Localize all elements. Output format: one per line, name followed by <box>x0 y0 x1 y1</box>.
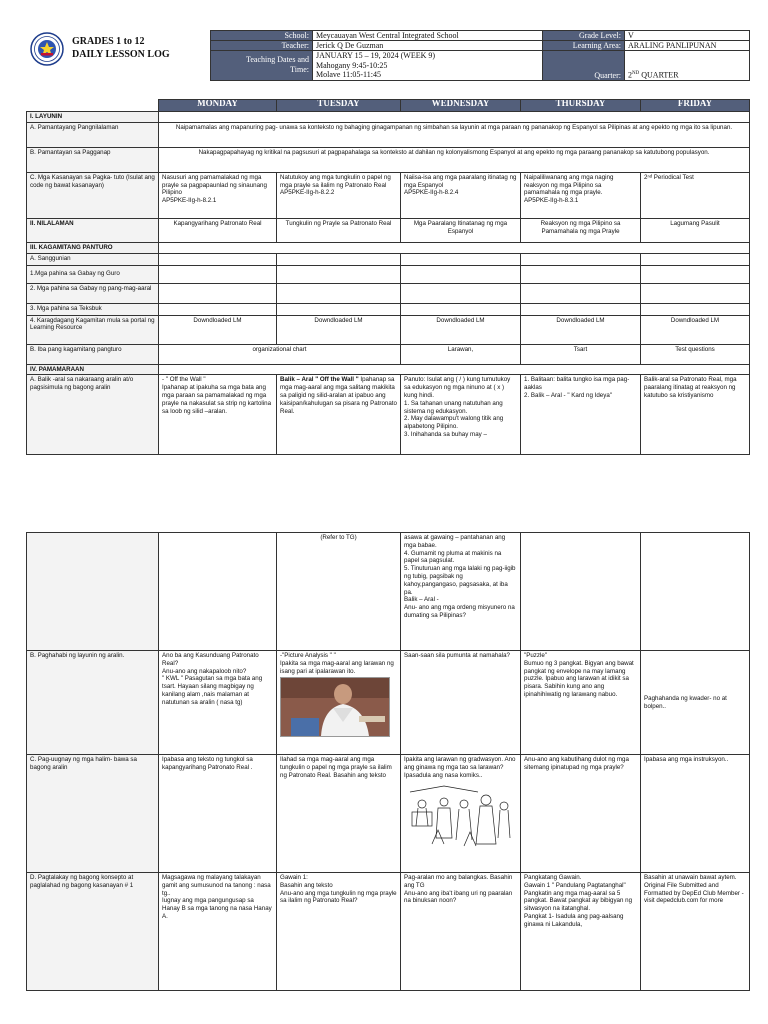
pag-uugnay-thursday: Anu-ano ang kabutihang dulot ng mga sitemang ipinatupad ng mga prayle? <box>521 755 641 873</box>
school-value: Meycauayan West Central Integrated School <box>313 31 543 41</box>
nilalaman-tuesday: Tungkulin ng Prayle sa Patronato Real <box>277 218 401 242</box>
lesson-table-2 <box>26 532 750 991</box>
teacher-value: Jerick Q De Guzman <box>313 41 543 51</box>
label-teksbuk: 3. Mga pahina sa Teksbuk <box>27 303 159 315</box>
dates-time-value <box>313 51 543 81</box>
balik-aral-monday: - " Off the Wall " Ipahanap at ipakuha sa mga bata ang mga paraan sa pamamalakad ng mga prayle na nakasulat sa strip ng kartolina sa loob ng silid –aralan. <box>159 375 277 455</box>
learning-area-value: ARALING PANLIPUNAN <box>625 41 750 51</box>
section-kagamitang-empty <box>159 242 750 253</box>
balik-aral-thursday: 1. Balitaan: balita tungko isa mga pag-aaklas 2. Balik – Aral - " Kard ng Ideya" <box>521 375 641 455</box>
row-iba-pang <box>27 344 750 364</box>
pag-uugnay-wednesday <box>401 755 521 873</box>
label-balik-aral: A. Balik -aral sa nakaraang aralin at/o pagsisimula ng bagong aralin <box>27 375 159 455</box>
dates-label: Teaching Dates and <box>246 55 309 65</box>
pagtalakay-friday: Basahin at unawain bawat aytem. Original File Submitted and Formatted by DepEd Club Member - visit depedclub.com for more <box>641 873 750 991</box>
kasanayan-thursday: Naipaliliwanang ang mga naging reaksyon ng mga Pilipino sa pamamahala ng mga prayle. AP5PKE-IIg-h-8.3.1 <box>521 172 641 218</box>
pag-uugnay-monday: Ipabasa ang teksto ng tungkol sa kapangyarihang Patronato Real . <box>159 755 277 873</box>
cont-tuesday: (Refer to TG) <box>277 533 401 651</box>
section-pamamaraan <box>27 364 750 375</box>
learning-area-label: Learning Area: <box>543 41 625 51</box>
row-gabay-guro <box>27 265 750 283</box>
section-pamamaraan-label: IV. PAMAMARAAN <box>27 364 159 375</box>
info-table <box>210 30 750 81</box>
day-friday: FRIDAY <box>641 100 750 112</box>
label-nilalaman: II. NILALAMAN <box>27 218 159 242</box>
kasanayan-friday: 2ⁿᵈ Periodical Test <box>641 172 750 218</box>
paghahabi-wednesday: Saan-saan sila pumunta at namahala? <box>401 651 521 755</box>
lesson-table-1 <box>26 99 750 455</box>
quarter-label: Quarter: <box>543 51 625 81</box>
quarter-suffix: ND <box>632 70 640 76</box>
graduation-comic-image <box>404 782 516 852</box>
balik-aral-tuesday-heading: Balik – Aral " Off the Wall " <box>280 376 359 384</box>
kasanayan-wednesday: Naiisa-isa ang mga paaralang itinatag ng mga Espanyol AP5PKE-IIg-h-8.2.4 <box>401 172 521 218</box>
day-thursday: THURSDAY <box>521 100 641 112</box>
deped-seal-icon <box>30 32 64 66</box>
pag-uugnay-friday: Ipabasa ang mga instruksyon.. <box>641 755 750 873</box>
school-label: School: <box>211 31 313 41</box>
section-kagamitang-panturo <box>27 242 750 253</box>
text-pamantayang-pangnilalaman: Naipamamalas ang mapanuring pag- unawa sa konteksto ng bahaging ginagampanan ng simbahan sa layunin at mga paraan ng pananakop ng Espanyol sa Pilipinas at ang epekto ng mga ito sa lipunan. <box>159 122 750 147</box>
time-label: Time: <box>290 65 309 75</box>
nilalaman-friday: Lagumang Pasulit <box>641 218 750 242</box>
row-pag-uugnay <box>27 755 750 873</box>
row-gabay-mag-aaral <box>27 283 750 303</box>
pagtalakay-tuesday: Gawain 1: Basahin ang teksto Anu-ano ang mga tungkulin ng mga prayle sa ilalim ng Patronato Real? <box>277 873 401 991</box>
time-value-1: Mahogany 9:45-10:25 <box>316 60 388 70</box>
grade-level-value: V <box>625 31 750 41</box>
nilalaman-monday: Kapangyarihang Patronato Real <box>159 218 277 242</box>
pag-uugnay-wednesday-text: Ipakita ang larawan ng gradwasyon. Ano ang ginawa ng mga tao sa larawan? Ipasadula ang nasa komiks.. <box>404 756 516 779</box>
row-nilalaman <box>27 218 750 242</box>
section-pamamaraan-empty <box>159 364 750 375</box>
day-tuesday: TUESDAY <box>277 100 401 112</box>
row-teksbuk <box>27 303 750 315</box>
row-kasanayan <box>27 172 750 218</box>
title-line-1: GRADES 1 to 12 <box>72 36 145 47</box>
grade-level-label: Grade Level: <box>543 31 625 41</box>
nilalaman-thursday: Reaksyon ng mga Pilipino sa Pamamahala ng mga Prayle <box>521 218 641 242</box>
quarter-number: 2 <box>628 70 632 80</box>
pagtalakay-wednesday: Pag-aralan mo ang balangkas. Basahin ang TG Anu-ano ang iba't ibang uri ng paaralan na binuksan noon? <box>401 873 521 991</box>
row-pamantayang-pangnilalaman <box>27 122 750 147</box>
dates-value: JANUARY 15 – 19, 2024 (WEEK 9) <box>316 51 436 60</box>
label-sanggunian: A. Sanggunian <box>27 253 159 265</box>
kasanayan-tuesday: Natutukoy ang mga tungkulin o papel ng mga prayle sa ilalim ng Patronato Real AP5PKE-IIg-h-8.2.2 <box>277 172 401 218</box>
label-paghahabi: B. Paghahabi ng layunin ng aralin. <box>27 651 159 755</box>
label-pamantayan-sa-pagganap: B. Pamantayan sa Pagganap <box>27 147 159 172</box>
title-line-2: DAILY LESSON LOG <box>72 49 170 60</box>
balik-aral-wednesday: Panuto: Isulat ang ( / ) kung tumutukoy sa edukasyon ng mga ninuno at ( x ) kung hindi. 1. Sa tahanan unang natutuhan ang sistema ng edukasyon. 2. May dalawampu't walong titik ang alpabetong Pilipino. 3. Inihahanda sa buhay may – <box>401 375 521 455</box>
cont-wednesday: asawa at gawaing – pantahanan ang mga babae. 4. Gumamit ng pluma at makinis na papel sa pagsulat. 5. Tinuturuan ang mga lalaki ng pag-iigib ng tubig, pagsibak ng kahoy,pangangaso, pagsasaka, at iba pa. Balik – Aral - Anu- ano ang mga ordeng misyunero na dumating sa Pilipinas? <box>401 533 521 651</box>
paghahabi-friday: Paghahanda ng kwader- no at bolpen.. <box>641 651 750 755</box>
section-layunin-empty <box>159 112 750 123</box>
paghahabi-tuesday-text: -"Picture Analysis " " Ipakita sa mga mag-aaral ang larawan ng isang pari at ipalarawan ito. <box>280 652 394 675</box>
section-layunin <box>27 112 750 123</box>
row-balik-aral <box>27 375 750 455</box>
label-iba-pang: B. Iba pang kagamitang pangturo <box>27 344 159 364</box>
row-sanggunian <box>27 253 750 265</box>
balik-aral-tuesday-text: Ipahanap sa mga mag-aaral ang mga salitang makikita sa paligid ng silid-aralan at ipabuo ang kaisipan/kahulugan sa pisara ng Patronato Real. <box>280 376 397 415</box>
section-kagamitang-label: III. KAGAMITANG PANTURO <box>27 242 159 253</box>
kasanayan-monday: Nasusuri ang pamamalakad ng mga prayle sa pagpapaunlad ng sinaunang Pilipino AP5PKE-IIg-h-8.2.1 <box>159 172 277 218</box>
karagdagang-monday: Downdloaded LM <box>159 315 277 344</box>
iba-pang-thursday: Tsart <box>521 344 641 364</box>
karagdagang-thursday: Downdloaded LM <box>521 315 641 344</box>
row-pamantayan-sa-pagganap <box>27 147 750 172</box>
day-monday: MONDAY <box>159 100 277 112</box>
label-pag-uugnay: C. Pag-uugnay ng mga halim- bawa sa bagong aralin <box>27 755 159 873</box>
balik-aral-tuesday <box>277 375 401 455</box>
row-karagdagang <box>27 315 750 344</box>
dates-time-label <box>211 51 313 81</box>
pagtalakay-thursday: Pangkatang Gawain. Gawain 1 " Pandulang Pagtatanghal" Pangkatin ang mga mag-aaral sa 5 pangkat. Bawat pangkat ay bibigyan ng sitwasyon na itatanghal. Pangkat 1- Isadula ang pag-aalsang ginawa ni Lakandula, <box>521 873 641 991</box>
karagdagang-tuesday: Downdloaded LM <box>277 315 401 344</box>
row-pagtalakay <box>27 873 750 991</box>
text-pamantayan-sa-pagganap: Nakapagpapahayag ng kritikal na pagsusuri at pagpapahalaga sa konteksto at dahilan ng kolonyalismong Espanyol at ang epekto ng mga paraang pananakop sa katutubong populasyon. <box>159 147 750 172</box>
paghahabi-monday: Ano ba ang Kasunduang Patronato Real? Anu-ano ang nakapaloob nito? " KWL " Pasagutan sa mga bata ang tsart. Hayaan silang magbigay ng kanilang alam ,nais malaman at natutunan sa aralin ( nasa tg) <box>159 651 277 755</box>
balik-aral-friday: Balik-aral sa Patronato Real, mga paaralang itinatag at reaksyon ng katutubo sa kristiyanismo <box>641 375 750 455</box>
header <box>26 30 749 80</box>
karagdagang-friday: Downdloaded LM <box>641 315 750 344</box>
nilalaman-wednesday: Mga Paaralang Itinatanag ng mga Espanyol <box>401 218 521 242</box>
karagdagang-wednesday: Downdloaded LM <box>401 315 521 344</box>
row-balik-aral-continued <box>27 533 750 651</box>
pag-uugnay-tuesday: Ilahad sa mga mag-aaral ang mga tungkulin o papel ng mga prayle sa ilalim ng Patronato Real. Basahin ang teksto <box>277 755 401 873</box>
iba-pang-wednesday: Larawan, <box>401 344 521 364</box>
day-header-blank <box>27 100 159 112</box>
row-paghahabi <box>27 651 750 755</box>
iba-pang-monday-tuesday: organizational chart <box>159 344 401 364</box>
label-gabay-mag-aaral: 2. Mga pahina sa Gabay ng pang-mag-aaral <box>27 283 159 303</box>
label-gabay-guro: 1.Mga pahina sa Gabay ng Guro <box>27 265 159 283</box>
quarter-word: QUARTER <box>639 70 679 80</box>
paghahabi-tuesday <box>277 651 401 755</box>
teacher-label: Teacher: <box>211 41 313 51</box>
day-header-row <box>27 100 750 112</box>
label-pagtalakay: D. Pagtalakay ng bagong konsepto at paglalahad ng bagong kasanayan # 1 <box>27 873 159 991</box>
day-wednesday: WEDNESDAY <box>401 100 521 112</box>
quarter-value <box>625 51 750 81</box>
iba-pang-friday: Test questions <box>641 344 750 364</box>
label-karagdagang: 4. Karagdagang Kagamitan mula sa portal ng Learning Resource <box>27 315 159 344</box>
label-kasanayan: C. Mga Kasanayan sa Pagka- tuto (Isulat ang code ng bawat kasanayan) <box>27 172 159 218</box>
label-continued-empty <box>27 533 159 651</box>
paghahabi-thursday: "Puzzle" Bumuo ng 3 pangkat. Bigyan ang bawat pangkat ng envelope na may lamang puzzle. Ipabuo ang larawan at idikit sa pisara. Sabihin kung ano ang ipinahihiwatig ng larawang nabuo. <box>521 651 641 755</box>
time-value-2: Molave 11:05-11:45 <box>316 70 381 79</box>
label-pamantayang-pangnilalaman: A. Pamantayang Pangnilalaman <box>27 122 159 147</box>
pagtalakay-monday: Magsagawa ng malayang talakayan gamit ang sumusunod na tanong : nasa tg.. Iugnay ang mga pangungusap sa Hanay B sa mga tanong na nasa Hanay A. <box>159 873 277 991</box>
section-layunin-label: I. LAYUNIN <box>27 112 159 123</box>
document-title <box>72 35 170 61</box>
priest-picture-image <box>280 677 390 737</box>
